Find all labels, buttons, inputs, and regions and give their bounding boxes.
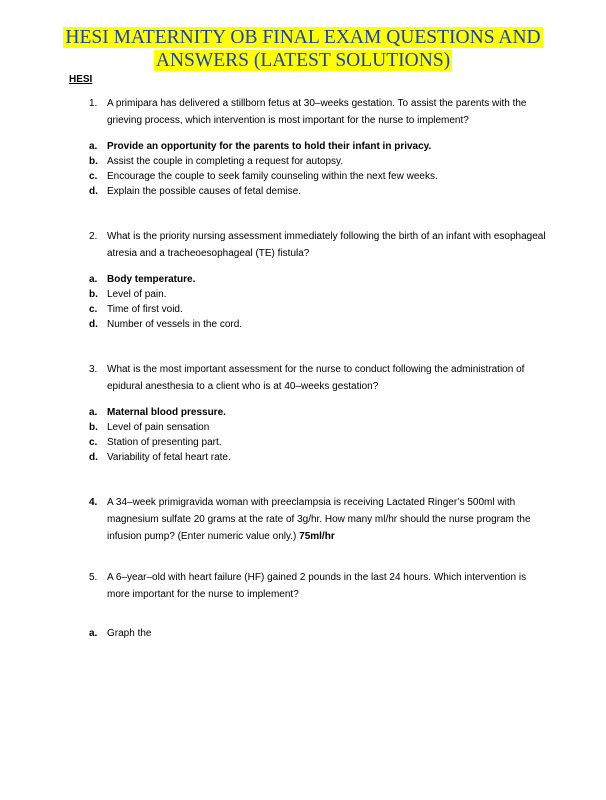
option-text: Level of pain. [107, 289, 167, 300]
option-text: Level of pain sensation [107, 422, 210, 433]
option-letter: d. [89, 186, 98, 197]
option-d [89, 450, 549, 465]
question-text: What is the most important assessment for the nurse to conduct following the administration of epidural anesthesia to a client who is at 40–weeks gestation? [107, 364, 525, 392]
option-b [89, 154, 549, 169]
option-text: Time of first void. [107, 304, 183, 315]
option-letter: a. [89, 141, 98, 152]
option-letter: a. [89, 628, 98, 639]
option-a [89, 405, 549, 420]
option-d [89, 184, 549, 199]
question-4 [89, 494, 549, 545]
question-5-options [89, 626, 549, 641]
option-text: Explain the possible causes of fetal demise. [107, 186, 301, 197]
question-text-wrap [107, 494, 549, 545]
question-2-options [89, 272, 549, 332]
question-text: A 34–week primigravida woman with preeclampsia is receiving Lactated Ringer’s 500ml with magnesium sulfate 20 grams at the rate of 3g/hr. How many ml/hr should the nurse program the infusion pump? (Enter numeric value only.) [107, 497, 531, 542]
option-letter: b. [89, 156, 98, 167]
question-1-options [89, 139, 549, 199]
question-1 [89, 95, 549, 129]
question-3 [89, 361, 549, 395]
document-title [0, 26, 606, 72]
question-number: 2. [89, 231, 98, 242]
option-b [89, 287, 549, 302]
option-letter: d. [89, 319, 98, 330]
section-label: HESI [69, 74, 93, 85]
question-text: What is the priority nursing assessment immediately following the birth of an infant with esophageal atresia and a tracheoesophageal (TE) fistula? [107, 231, 546, 259]
title-line-1: HESI MATERNITY OB FINAL EXAM QUESTIONS AND [65, 27, 541, 48]
option-letter: a. [89, 274, 98, 285]
question-text: A 6–year–old with heart failure (HF) gained 2 pounds in the last 24 hours. Which intervention is more important for the nurse to implement? [107, 572, 527, 600]
question-text: A primipara has delivered a stillborn fetus at 30–weeks gestation. To assist the parents with the grieving process, which intervention is most important for the nurse to implement? [107, 98, 527, 126]
title-line-2: ANSWERS (LATEST SOLUTIONS) [155, 50, 451, 71]
option-text: Assist the couple in completing a request for autopsy. [107, 156, 344, 167]
option-c [89, 169, 549, 184]
option-letter: a. [89, 407, 98, 418]
question-number: 1. [89, 98, 98, 109]
option-a [89, 272, 549, 287]
option-letter: c. [89, 304, 98, 315]
option-d [89, 317, 549, 332]
option-letter: b. [89, 289, 98, 300]
option-text: Variability of fetal heart rate. [107, 452, 231, 463]
option-c [89, 435, 549, 450]
option-text: Encourage the couple to seek family counseling within the next few weeks. [107, 171, 438, 182]
question-5 [89, 569, 549, 603]
question-answer: 75ml/hr [299, 531, 335, 542]
option-text: Body temperature. [107, 274, 196, 285]
option-text: Number of vessels in the cord. [107, 319, 243, 330]
question-number: 5. [89, 572, 98, 583]
option-b [89, 420, 549, 435]
question-number: 3. [89, 364, 98, 375]
question-number: 4. [89, 497, 98, 508]
option-letter: c. [89, 437, 98, 448]
question-2 [89, 228, 549, 262]
option-text: Station of presenting part. [107, 437, 222, 448]
option-letter: c. [89, 171, 98, 182]
option-text: Provide an opportunity for the parents to hold their infant in privacy. [107, 141, 432, 152]
option-a [89, 139, 549, 154]
option-a [89, 626, 549, 641]
option-letter: d. [89, 452, 98, 463]
question-3-options [89, 405, 549, 465]
option-text: Graph the [107, 628, 152, 639]
option-c [89, 302, 549, 317]
option-text: Maternal blood pressure. [107, 407, 226, 418]
option-letter: b. [89, 422, 98, 433]
